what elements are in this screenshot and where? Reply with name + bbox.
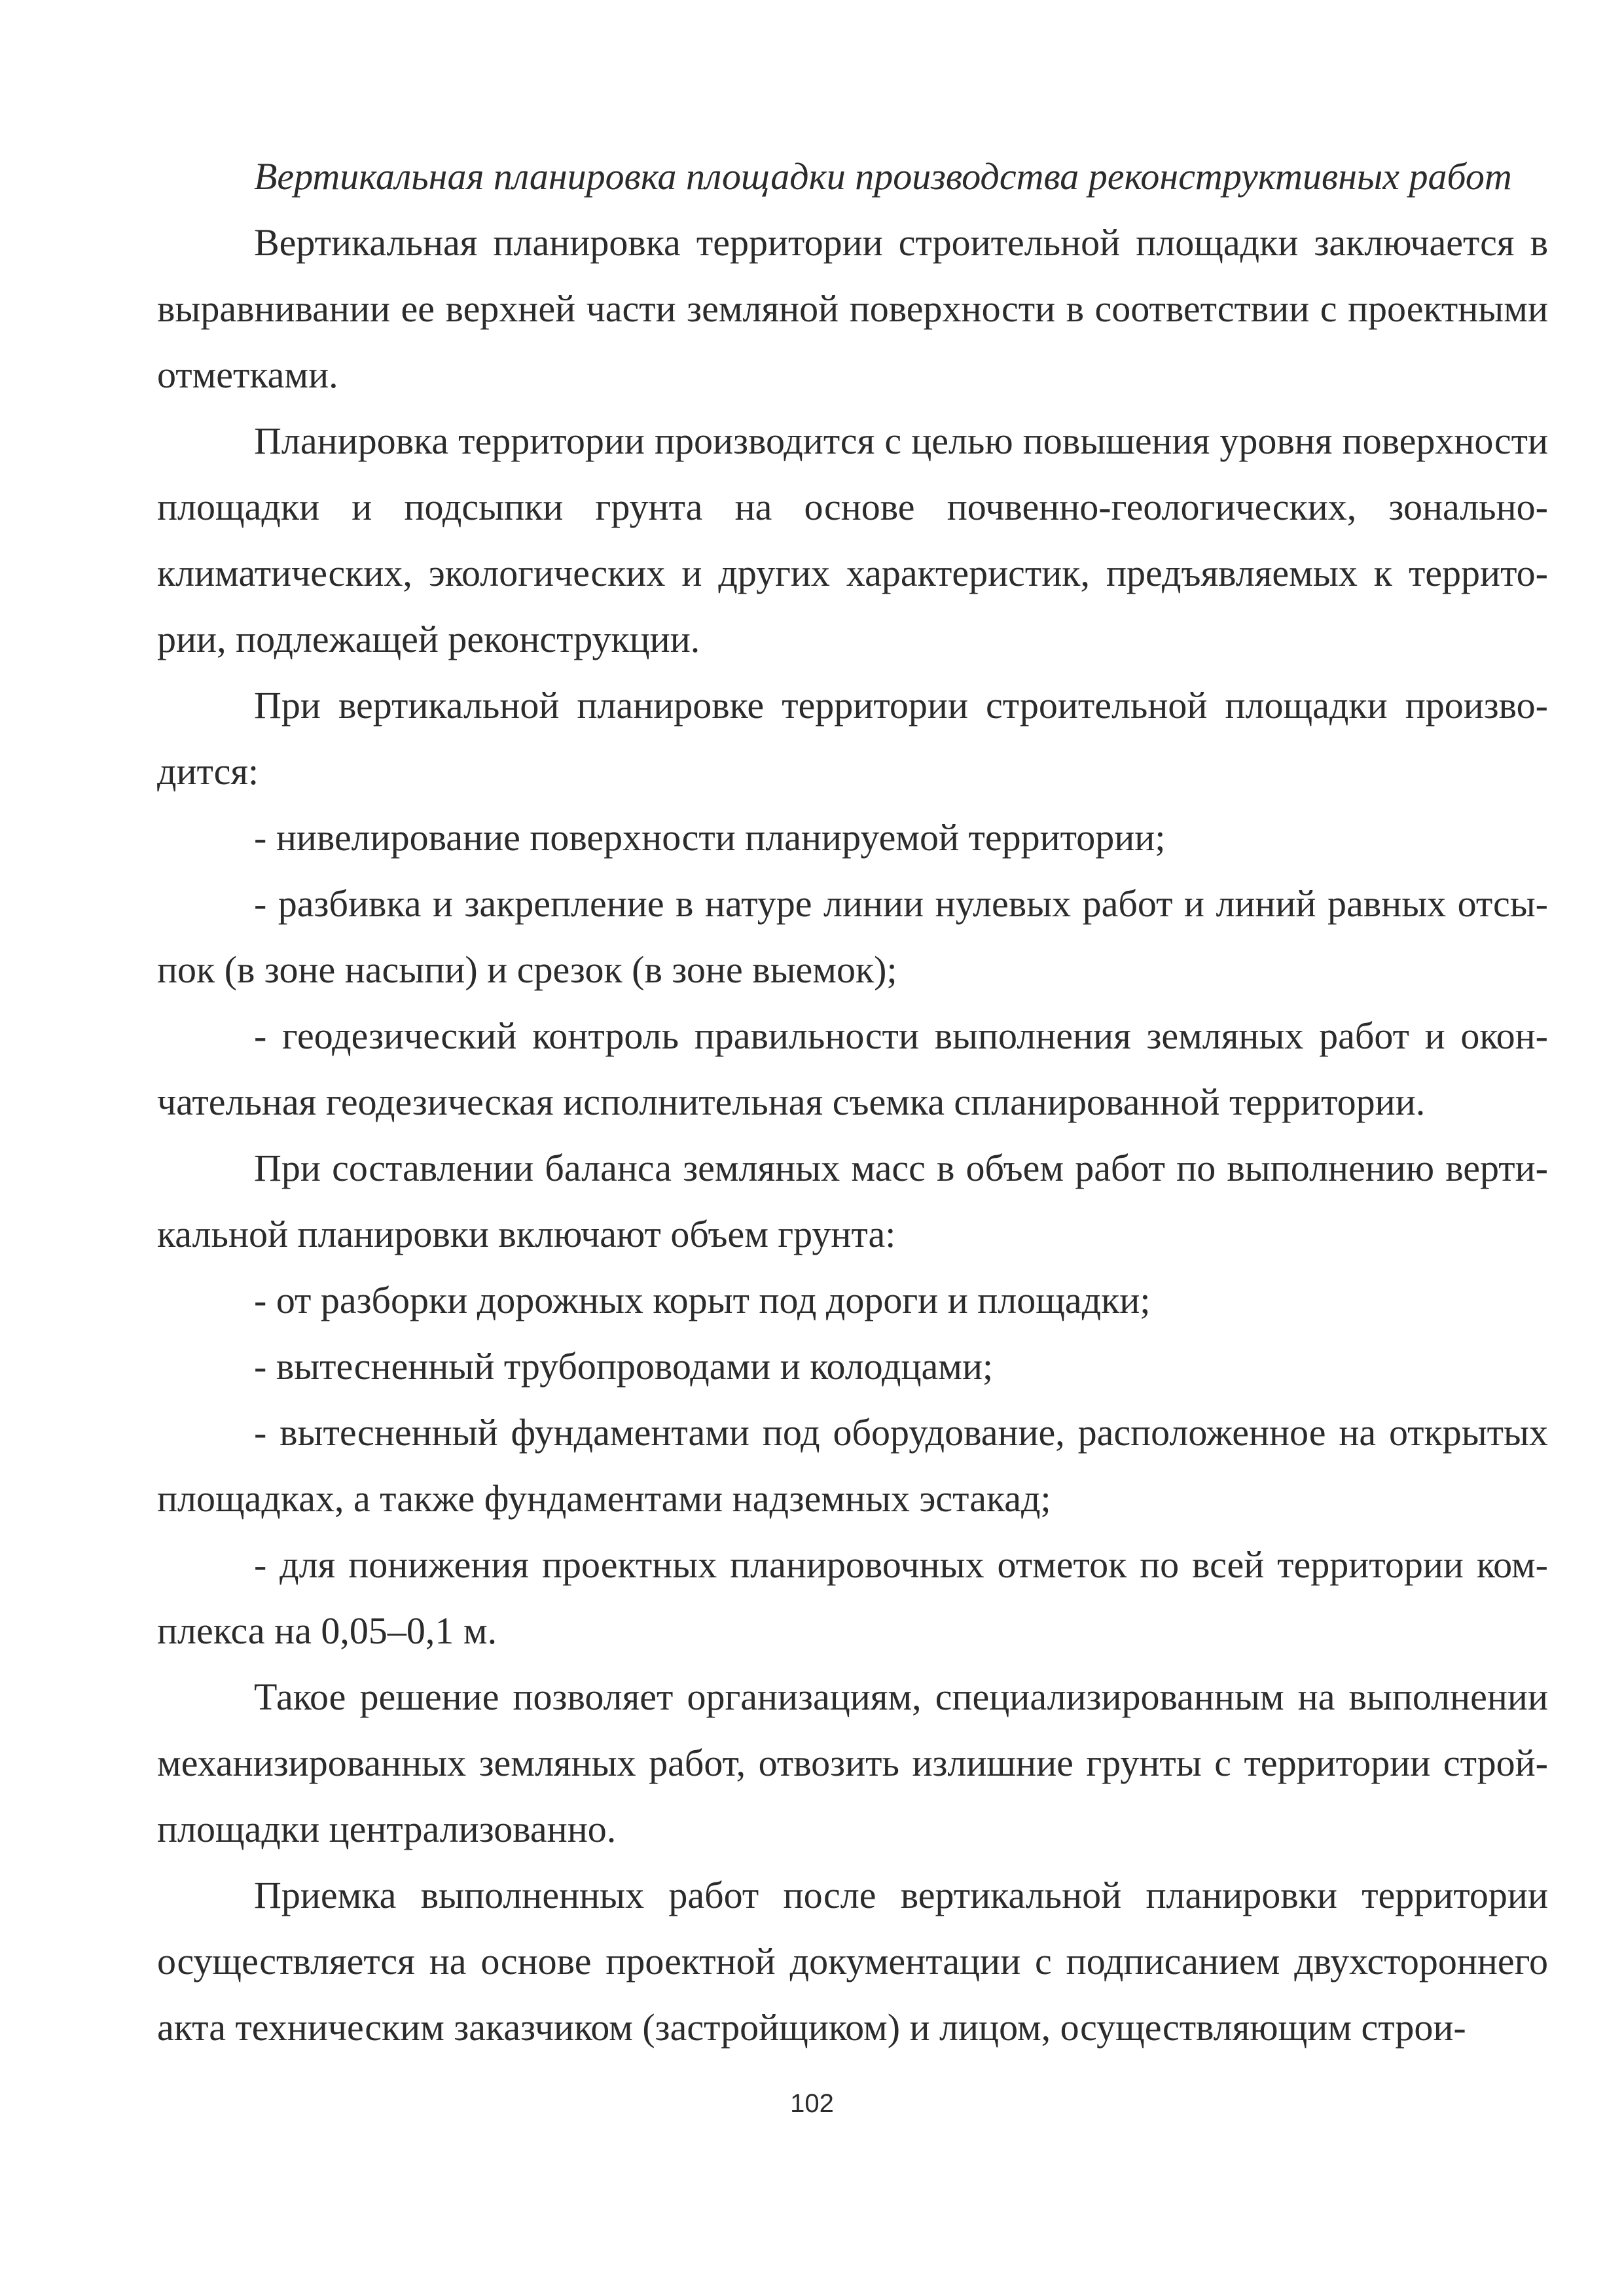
list-item: - для понижения проектных планировочных отметок по всей территории комплекса на 0,05–0,1 м. (157, 1543, 1548, 1652)
paragraph-planning-includes: При вертикальной планировке территории строительной площадки производится: (157, 684, 1548, 793)
document-page (157, 144, 1548, 2060)
list-item: - геодезический контроль правильности выполнения земляных работ и окончательная геодезическая исполнительная съемка спланированной территории. (157, 1014, 1548, 1123)
list-item: - нивелирование поверхности планируемой территории; (254, 816, 1166, 859)
paragraph-acceptance: Приемка выполненных работ после вертикальной планировки территории осуществляется на основе проектной документации с подписанием двухстороннего акта техническим заказчиком (застройщиком) и лицом, осуществляющим строи- (157, 1874, 1548, 2049)
paragraph-solution: Такое решение позволяет организациям, специализированным на выполнении механизированных земляных работ, отвозить излишние грунты с территории стройплощадки централизованно. (157, 1676, 1548, 1850)
list-item: - разбивка и закрепление в натуре линии нулевых работ и линий равных отсыпок (в зоне насыпи) и срезок (в зоне выемок); (157, 882, 1548, 991)
list-item: - вытесненный трубопроводами и колодцами; (254, 1345, 994, 1388)
paragraph-earth-balance: При составлении баланса земляных масс в объем работ по выполнению вертикальной планировки включают объем грунта: (157, 1147, 1548, 1255)
paragraph-vertical-planning: Вертикальная планировка территории строительной площадки заключается в выравнивании ее верхней части земляной поверхности в соответствии с проектными отметками. (157, 221, 1548, 396)
paragraph-planning-purpose: Планировка территории производится с целью повышения уровня поверхности площадки и подсыпки грунта на основе почвенно-геологических, зонально-климатических, экологических и других характеристик, предъявляемых к территории, подлежащей реконструкции. (157, 420, 1548, 660)
section-heading: Вертикальная планировка площадки производства реконструктивных работ (254, 155, 1512, 198)
list-item: - от разборки дорожных корыт под дороги и площадки; (254, 1279, 1151, 1321)
list-item: - вытесненный фундаментами под оборудование, расположенное на открытых площадках, а также фундаментами надземных эстакад; (157, 1411, 1548, 1520)
page-number: 102 (790, 2089, 834, 2118)
